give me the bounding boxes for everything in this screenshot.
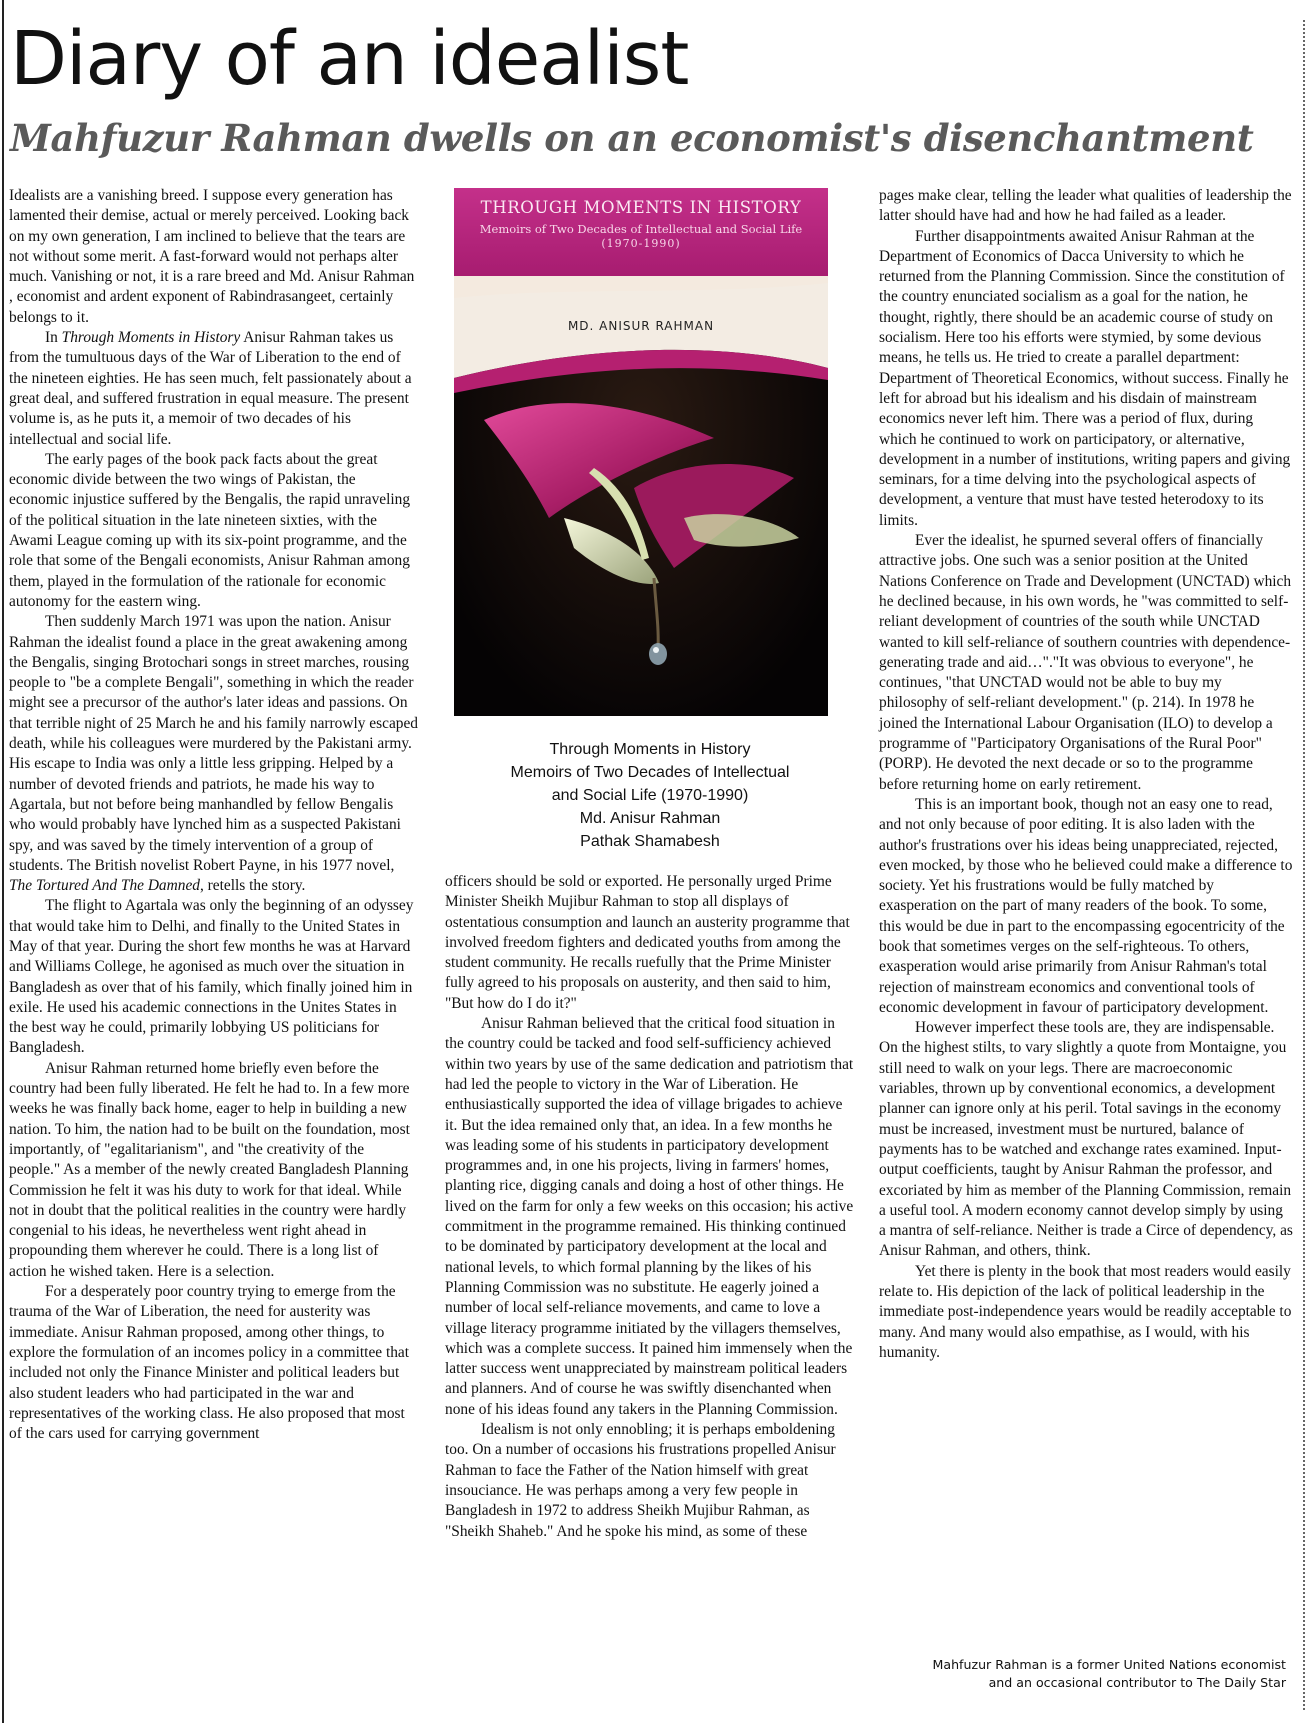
article-column-2: [445, 872, 855, 1542]
caption-publisher: Pathak Shamabesh: [580, 833, 720, 850]
paragraph: The flight to Agartala was only the beginning of an odyssey that would take him to Delhi, and finally to the United States in May of that year. During the short few months he was at Harvard and Williams College, he agonised as much over the situation in Bangladesh as over that of his family, which finally joined him in exile. He used his academic connections in the Unites States in the best way he could, primarily lobbying US politicians for Bangladesh.: [9, 897, 414, 1057]
cover-title: THROUGH MOMENTS IN HISTORY: [480, 198, 802, 217]
subheadline: Mahfuzur Rahman dwells on an economist's disenchantment: [10, 116, 1254, 160]
paragraph: officers should be sold or exported. He personally urged Prime Minister Sheikh Mujibur Rahman to stop all displays of ostentatious consumption and launch an austerity programme that involved freedom fighters and dedicated youths from among the student community. He recalls ruefully that the Prime Minister fully agreed to his proposals on austerity, and then said to him, "But how do I do it?": [445, 873, 850, 1012]
paragraph: The early pages of the book pack facts about the great economic divide between the two wings of Pakistan, the economic injustice suffered by the Bengalis, the rapid unraveling of the political situation in the late nineteen sixties, with the Awami League coming up with its six-point programme, and the role that some of the Bengali economists, Anisur Rahman among them, played in the formulation of the rationale for economic autonomy for the eastern wing.: [9, 450, 411, 610]
paragraph: pages make clear, telling the leader what qualities of leadership the latter should have had and how he had failed as a leader.: [879, 187, 1292, 225]
italic-title: The Tortured And The Damned: [9, 877, 200, 895]
paragraph-text: Then suddenly March 1971 was upon the nation. Anisur Rahman the idealist found a place in the great awakening among the Bengalis, singing Brotochari songs in street marches, rousing people to "be a complete Bengali", something in which the reader might see a precursor of the author's later ideas and passions. On that terrible night of 25 March he and his family narrowly escaped death, while his colleagues were murdered by the Pakistani army. His escape to India was only a little less gripping. Helped by a number of devoted friends and patriots, he made his way to Agartala, but not before being manhandled by fellow Bengalis who would probably have lynched him as a suspected Pakistani spy, and was saved by the timely intervention of a group of students. The British novelist Robert Payne, in his 1977 novel,: [9, 613, 419, 874]
article-column-1: [9, 186, 419, 1444]
headline: Diary of an idealist: [10, 16, 689, 102]
caption-title: Through Moments in History: [549, 741, 751, 758]
paragraph-text: , retells the story.: [199, 877, 306, 895]
byline-line-1: Mahfuzur Rahman is a former United Nations economist: [932, 1657, 1286, 1672]
paragraph: Ever the idealist, he spurned several offers of financially attractive jobs. One such was a senior position at the United Nations Conference on Trade and Development (UNCTAD) which he declined because, in his own words, he "was committed to self-reliant development of countries of the south while UNCTAD wanted to kill self-reliance of southern countries with dependence-generating trade and aid…"."It was obvious to everyone", he continues, "that UNCTAD would not be able to buy my philosophy of self-reliant development." (p. 214). In 1978 he joined the International Labour Organisation (ILO) to develop a programme of "Participatory Organisations of the Rural Poor" (PORP). He devoted the next decade or so to the programme before returning home on early retirement.: [879, 532, 1292, 793]
italic-title: Through Moments in History: [61, 329, 241, 347]
paragraph-text: Anisur Rahman takes us from the tumultuous days of the War of Liberation to the end of the nineteen eighties. He has seen much, felt passionately about a great deal, and suffered frustration in equal measure. The present volume is, as he puts it, a memoir of two decades of his intellectual and social life.: [9, 329, 412, 448]
caption-subtitle-1: Memoirs of Two Decades of Intellectual: [510, 764, 790, 781]
cover-years: (1970-1990): [601, 237, 681, 250]
byline-line-2: and an occasional contributor to The Daily Star: [988, 1675, 1286, 1690]
paragraph: However imperfect these tools are, they are indispensable. On the highest stilts, to vary slightly a quote from Montaigne, you still need to walk on your legs. There are macroeconomic variables, thrown up by conventional economics, a development planner can ignore only at his peril. Total savings in the economy must be increased, investment must be nurtured, balance of payments has to be watched and exchange rates examined. Input-output coefficients, taught by Anisur Rahman the professor, and excoriated by him as member of the Planning Commission, remain a useful tool. A modern economy cannot develop simply by using a mantra of self-reliance. Neither is trade a Circe of dependency, as Anisur Rahman, and others, think.: [879, 1019, 1293, 1260]
paragraph: Idealists are a vanishing breed. I suppose every generation has lamented their demise, actual or merely perceived. Looking back on my own generation, I am inclined to believe that the tears are not without some merit. A fast-forward would not perhaps alter much. Vanishing or not, it is a rare breed and Md. Anisur Rahman , economist and ardent exponent of Rabindrasangeet, certainly belongs to it.: [9, 187, 415, 326]
paragraph: Yet there is plenty in the book that most readers would easily relate to. His depiction of the lack of political leadership in the immediate post-independence years would be readily acceptable to many. And many would also empathise, as I would, with his humanity.: [879, 1262, 1292, 1361]
paragraph: Idealism is not only ennobling; it is perhaps emboldening too. On a number of occasions his frustrations propelled Anisur Rahman to face the Father of the Nation himself with great insouciance. He was perhaps among a very few people in Bangladesh in 1972 to address Sheikh Mujibur Rahman, as "Sheikh Shaheb." And he spoke his mind, as some of these: [445, 1421, 836, 1540]
paragraph: This is an important book, though not an easy one to read, and not only because of poor editing. It is also laden with the author's frustrations over his ideas being unappreciated, rejected, even mocked, by those who he believed could make a difference to society. Yet his frustrations would be fully matched by exasperation on the part of many readers of the book. To some, this would be due in part to the encompassing egocentricity of the book that sometimes verges on the self-righteous. To others, exasperation would arise primarily from Anisur Rahman's total rejection of mainstream economics and conventional tools of economic development in favour of participatory development.: [879, 795, 1293, 1016]
paragraph: For a desperately poor country trying to emerge from the trauma of the War of Liberation, the need for austerity was immediate. Anisur Rahman proposed, among other things, to explore the formulation of an incomes policy in a committee that included not only the Finance Minister and political leaders but also student leaders who had participated in the war and representatives of the working class. He also proposed that most of the cars used for carrying government: [9, 1283, 410, 1443]
cover-author: MD. ANISUR RAHMAN: [567, 319, 715, 333]
paragraph: Anisur Rahman believed that the critical food situation in the country could be tacked and food self-sufficiency achieved within two years by use of the same dedication and patriotism that had led the people to victory in the War of Liberation. He enthusiastically supported the idea of village brigades to achieve it. But the idea remained only that, an idea. In a few months he was leading some of his students in participatory development programmes and, in one his projects, living in farmers' homes, planting rice, digging canals and doing a host of other things. He lived on the farm for only a few weeks on this occasion; his active commitment in the programme remained. His thinking continued to be dominated by participatory development at the local and national levels, to which formal planning by the likes of his Planning Commission was no substitute. He eagerly joined a number of local self-reliance movements, and came to love a village literacy programme initiated by the villagers themselves, which was a complete success. It pained him immensely when the latter success went unappreciated by mainstream political leaders and planners. And of course he was swiftly disenchanted when none of his ideas found any takers in the Planning Commission.: [445, 1015, 854, 1418]
book-cover-image: [454, 188, 828, 716]
author-byline: [932, 1656, 1286, 1692]
left-border-rule: [2, 0, 4, 1723]
paragraph: Anisur Rahman returned home briefly even before the country had been fully liberated. He felt he had to. In a few more weeks he was finally back home, eager to help in building a new nation. To him, the nation had to be built on the foundation, most importantly, of "egalitarianism", and "the creativity of the people." As a member of the newly created Bangladesh Planning Commission he felt it was his duty to work for that ideal. While not in doubt that the political realities in the country were hardly congenial to his ideas, he nevertheless went right ahead in propounding them wherever he could. There is a long list of action he wished taken. Here is a selection.: [9, 1059, 410, 1280]
caption-author: Md. Anisur Rahman: [579, 810, 721, 827]
article-column-3: [879, 186, 1293, 1363]
book-caption: [445, 738, 855, 853]
cover-subtitle: Memoirs of Two Decades of Intellectual and Social Life: [479, 222, 803, 236]
paragraph: [9, 328, 419, 450]
paragraph: Further disappointments awaited Anisur Rahman at the Department of Economics of Dacca University to which he returned from the Planning Commission. Since the constitution of the country enunciated socialism as a goal for the nation, he thought, rightly, there should be an academic course of study on socialism. Here too his efforts were stymied, by some devious means, he tells us. He tried to create a parallel department: Department of Theoretical Economics, without success. Finally he left for abroad but his idealism and his disdain of mainstream economics never left him. There was a period of flux, during which he continued to work on participatory, or alternative, development in a number of institutions, writing papers and giving seminars, for a time delving into the psychological aspects of development, a venture that must have tested heterodoxy to its limits.: [879, 227, 1291, 529]
paragraph: [9, 612, 419, 896]
caption-subtitle-2: and Social Life (1970-1990): [551, 787, 749, 804]
paragraph-text: In: [45, 329, 62, 347]
right-dotted-rule: [1303, 20, 1305, 1710]
